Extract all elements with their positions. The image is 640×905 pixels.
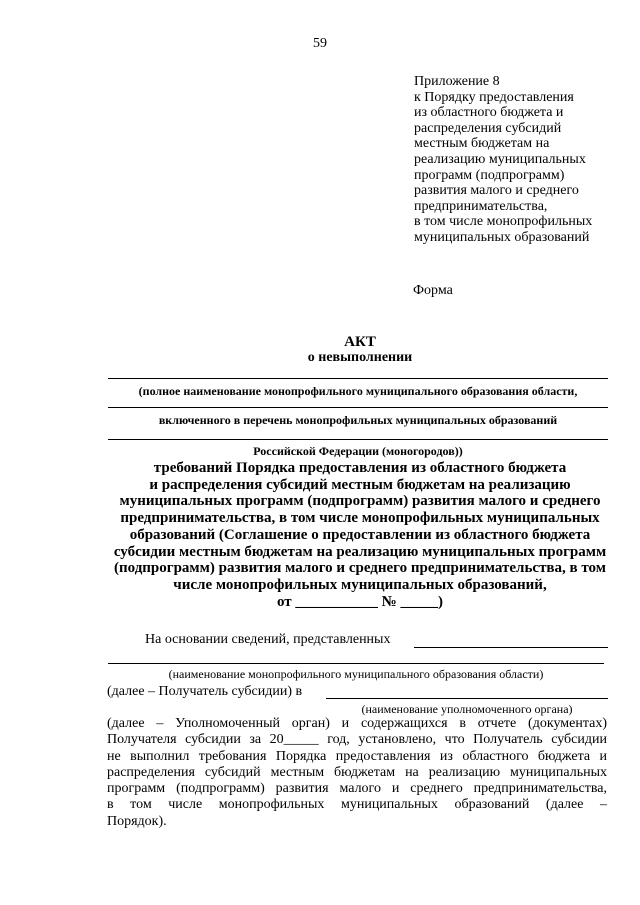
fill-line [108, 378, 608, 379]
requirements-line: предпринимательства, в том числе монопрофильных муниципальных [120, 510, 600, 527]
appendix-block [414, 74, 629, 246]
caption-municipality: (полное наименование монопрофильного муниципального образования области, [138, 384, 578, 398]
appendix-line: в том числе монопрофильных [414, 214, 593, 230]
paragraph-line: (далее – Уполномоченный орган) и содержащихся в отчете (документах) [107, 716, 607, 731]
fill-line [108, 663, 604, 664]
requirements-line: (подпрограмм) развития малого и среднего предпринимательства, в том [113, 560, 606, 577]
caption-federation: Российской Федерации (моногородов)) [253, 444, 463, 458]
basis-text: На основании сведений, представленных [145, 632, 391, 647]
requirements-line: субсидии местным бюджетам на реализацию муниципальных программ [113, 543, 607, 560]
paragraph-line: программ (подпрограмм) развития малого и среднего предпринимательства, [107, 781, 607, 797]
caption-region: (наименование монопрофильного муниципального образования области) [168, 667, 544, 681]
appendix-line: программ (подпрограмм) [414, 167, 565, 183]
fill-line [108, 439, 608, 440]
recipient-text: (далее – Получатель субсидии) в [107, 684, 303, 699]
appendix-line: к Порядку предоставления [414, 89, 574, 105]
caption-authority: (наименование уполномоченного органа) [361, 702, 573, 716]
paragraph-line: в том числе монопрофильных муниципальных образований (далее – [107, 797, 607, 813]
paragraph-line: Порядок). [107, 813, 167, 829]
appendix-line: местным бюджетам на [414, 136, 550, 152]
requirements-line: и распределения субсидий местным бюджетам на реализацию [149, 476, 571, 493]
requirements-line: требований Порядка предоставления из областного бюджета [153, 460, 567, 476]
act-title: АКТ [344, 334, 376, 350]
act-subtitle: о невыполнении [307, 350, 413, 365]
appendix-line: муниципальных образований [414, 229, 590, 245]
page-number: 59 [313, 36, 327, 51]
requirements-line: от ___________ № _____) [277, 593, 443, 610]
fill-line [108, 407, 608, 408]
appendix-line: предпринимательства, [414, 198, 548, 214]
fill-line [326, 698, 608, 699]
requirements-line: числе монопрофильных муниципальных образований, [173, 576, 547, 593]
appendix-line: из областного бюджета и [414, 105, 564, 121]
fill-line [414, 647, 608, 648]
requirements-line: образований (Соглашение о предоставлении из областного бюджета [129, 526, 591, 543]
paragraph-line: не выполнил требования Порядка предоставления из областного бюджета и [107, 748, 607, 764]
requirements-block [90, 460, 630, 610]
paragraph-line: Получателя субсидии за 20_____ год, установлено, что Получатель субсидии [107, 732, 607, 748]
paragraph-line: распределения субсидий местным бюджетам на реализацию муниципальных [107, 764, 607, 780]
form-label: Форма [413, 283, 453, 298]
appendix-line: реализацию муниципальных [414, 151, 586, 167]
appendix-line: Приложение 8 [414, 74, 500, 89]
body-paragraph [107, 716, 607, 830]
requirements-line: муниципальных программ (подпрограмм) развития малого и среднего [119, 493, 601, 510]
appendix-line: распределения субсидий [414, 120, 562, 136]
caption-list: включенного в перечень монопрофильных муниципальных образований [158, 413, 558, 427]
appendix-line: развития малого и среднего [414, 183, 579, 199]
